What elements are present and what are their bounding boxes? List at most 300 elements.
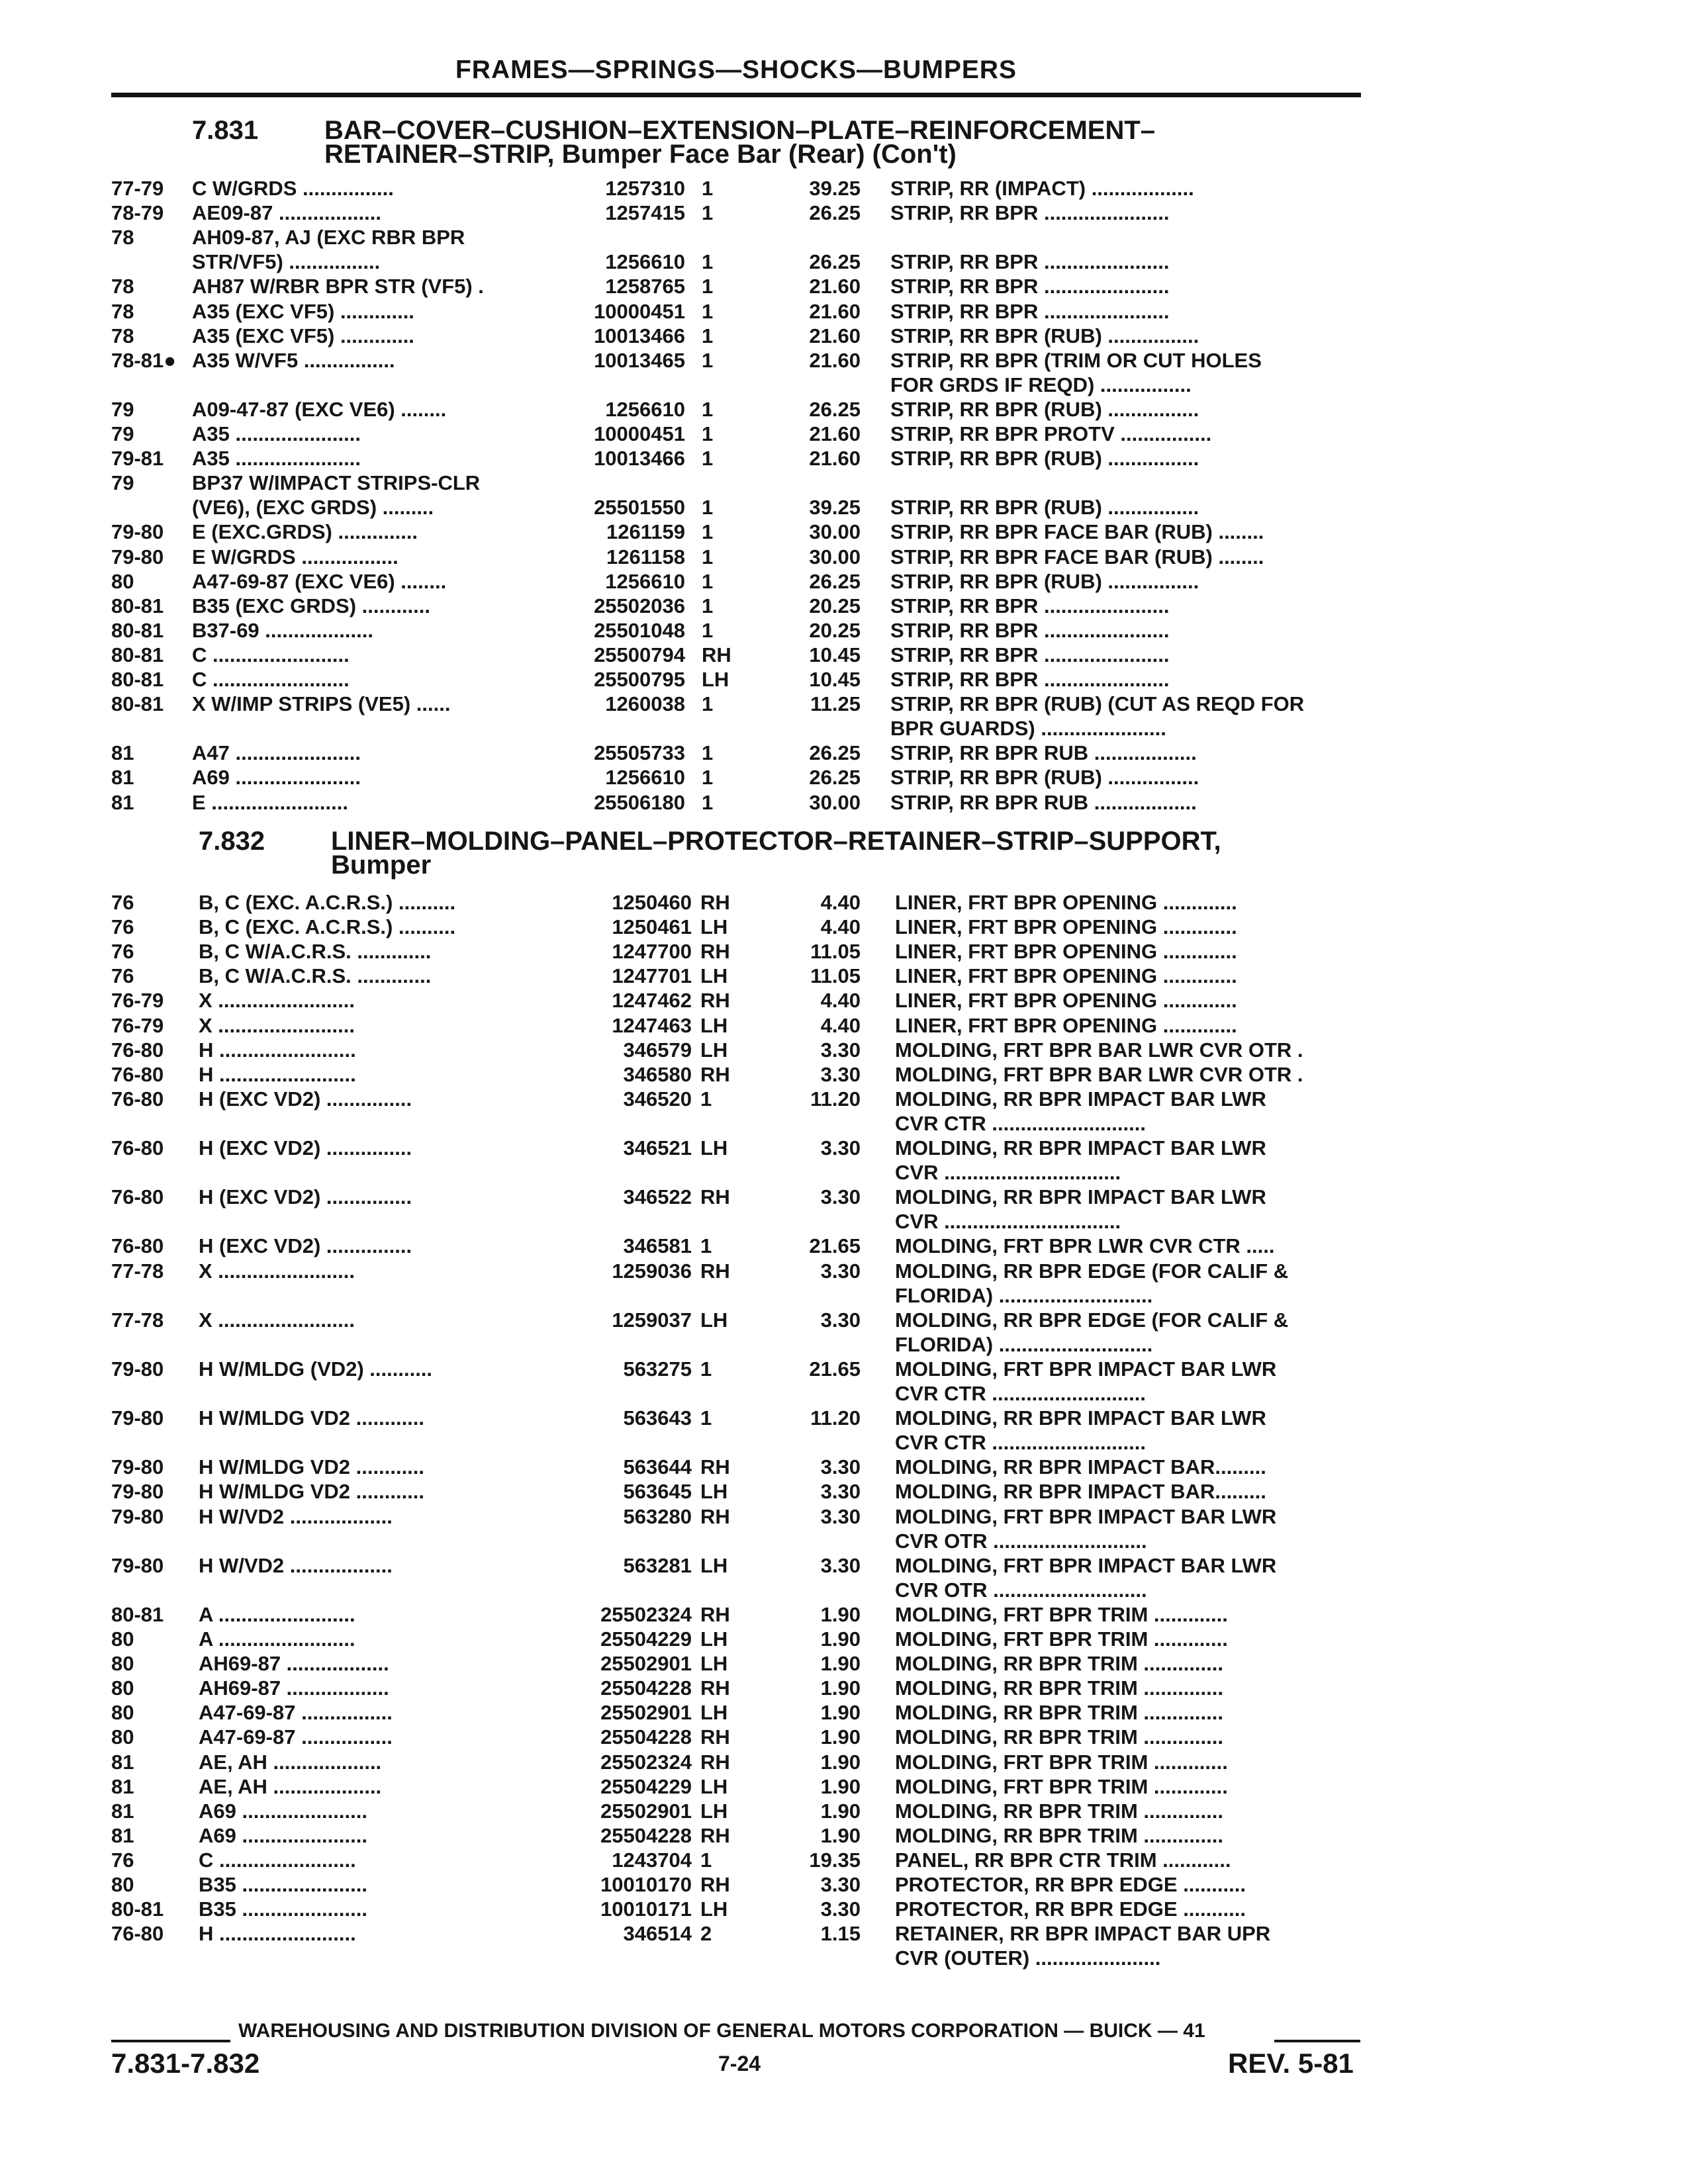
description-cell: MOLDING, FRT BPR IMPACT BAR LWR bbox=[895, 1504, 1277, 1528]
year-cell: 81 bbox=[111, 741, 134, 765]
quantity-cell: 1 bbox=[700, 1848, 712, 1872]
application-cell: B35 ...................... bbox=[199, 1873, 367, 1896]
price-cell: 1.90 bbox=[820, 1676, 861, 1700]
quantity-cell: 1 bbox=[702, 447, 714, 471]
description-cell: MOLDING, RR BPR IMPACT BAR......... bbox=[895, 1455, 1266, 1479]
application-cell: H ........................ bbox=[199, 1922, 356, 1946]
quantity-cell: LH bbox=[700, 1652, 728, 1676]
application-cell: C ........................ bbox=[199, 1848, 356, 1872]
year-cell: 79-80 bbox=[111, 1406, 164, 1430]
part-number-cell: 25502901 bbox=[600, 1652, 692, 1676]
description-cell: PROTECTOR, RR BPR EDGE ........... bbox=[895, 1897, 1246, 1921]
quantity-cell: 1 bbox=[702, 692, 714, 716]
year-cell: 77-78 bbox=[111, 1259, 164, 1283]
part-number-cell: 25502901 bbox=[600, 1701, 692, 1725]
application-cell: B, C (EXC. A.C.R.S.) .......... bbox=[199, 891, 456, 914]
description-cell: STRIP, RR BPR (RUB) ................ bbox=[890, 447, 1199, 471]
application-cell: A47-69-87 ................ bbox=[199, 1725, 393, 1749]
year-cell: 79-80 bbox=[111, 545, 164, 569]
page-title: FRAMES—SPRINGS—SHOCKS—BUMPERS bbox=[455, 56, 1017, 84]
part-number-cell: 563275 bbox=[623, 1357, 692, 1381]
part-number-cell: 25500794 bbox=[594, 643, 685, 666]
part-number-cell: 563280 bbox=[623, 1504, 692, 1528]
table-row bbox=[0, 1332, 1688, 1357]
part-number-cell: 25504229 bbox=[600, 1774, 692, 1798]
quantity-cell: 1 bbox=[702, 201, 714, 225]
description-cell: MOLDING, FRT BPR LWR CVR CTR ..... bbox=[895, 1234, 1275, 1258]
quantity-cell: 1 bbox=[702, 422, 714, 445]
year-cell: 81 bbox=[111, 790, 134, 814]
price-cell: 3.30 bbox=[820, 1259, 861, 1283]
quantity-cell: LH bbox=[700, 1897, 728, 1921]
price-cell: 11.20 bbox=[810, 1087, 861, 1111]
price-cell: 10.45 bbox=[809, 668, 861, 691]
description-cell: LINER, FRT BPR OPENING ............. bbox=[895, 940, 1237, 964]
description-cell: MOLDING, RR BPR TRIM .............. bbox=[895, 1725, 1223, 1749]
year-cell: 81 bbox=[111, 1799, 134, 1823]
year-cell: 76 bbox=[111, 1848, 134, 1872]
description-cell: CVR CTR ........................... bbox=[895, 1382, 1146, 1405]
table-row bbox=[0, 1234, 1688, 1258]
price-cell: 10.45 bbox=[809, 643, 861, 666]
part-number-cell: 1250460 bbox=[612, 891, 692, 914]
year-cell: 80 bbox=[111, 1873, 134, 1896]
part-number-cell: 25502324 bbox=[600, 1602, 692, 1626]
description-cell: MOLDING, RR BPR TRIM .............. bbox=[895, 1676, 1223, 1700]
description-cell: STRIP, RR BPR FACE BAR (RUB) ........ bbox=[890, 545, 1264, 569]
quantity-cell: 1 bbox=[702, 569, 714, 593]
description-cell: CVR CTR ........................... bbox=[895, 1431, 1146, 1455]
description-cell: MOLDING, FRT BPR TRIM ............. bbox=[895, 1627, 1228, 1651]
part-number-cell: 1250461 bbox=[612, 915, 692, 939]
quantity-cell: RH bbox=[700, 1504, 730, 1528]
price-cell: 3.30 bbox=[820, 1308, 861, 1332]
part-number-cell: 10013465 bbox=[594, 348, 685, 372]
description-cell: STRIP, RR (IMPACT) .................. bbox=[890, 177, 1194, 200]
table-row bbox=[0, 716, 1688, 741]
description-cell: CVR ............................... bbox=[895, 1161, 1121, 1185]
quantity-cell: 1 bbox=[702, 397, 714, 421]
section-number: 7.831 bbox=[192, 116, 259, 145]
table-row bbox=[0, 1921, 1688, 1946]
description-cell: STRIP, RR BPR PROTV ................ bbox=[890, 422, 1212, 445]
table-row bbox=[0, 1529, 1688, 1553]
price-cell: 4.40 bbox=[820, 989, 861, 1013]
description-cell: FLORIDA) ........................... bbox=[895, 1332, 1153, 1356]
part-number-cell: 25502036 bbox=[594, 594, 685, 617]
footer-rule-left bbox=[111, 2040, 230, 2042]
table-row bbox=[0, 1627, 1688, 1651]
application-cell: A35 W/VF5 ................ bbox=[192, 348, 395, 372]
application-cell: H W/VD2 .................. bbox=[199, 1504, 393, 1528]
year-cell: 80-81 bbox=[111, 618, 164, 642]
application-cell: E (EXC.GRDS) .............. bbox=[192, 520, 418, 544]
application-cell: X ........................ bbox=[199, 989, 355, 1013]
table-row bbox=[0, 495, 1688, 520]
description-cell: PANEL, RR BPR CTR TRIM ............ bbox=[895, 1848, 1231, 1872]
table-row bbox=[0, 1406, 1688, 1430]
quantity-cell: LH bbox=[700, 1013, 728, 1037]
application-cell: A47-69-87 (EXC VE6) ........ bbox=[192, 569, 447, 593]
quantity-cell: LH bbox=[700, 1136, 728, 1160]
table-row bbox=[0, 765, 1688, 790]
description-cell: MOLDING, FRT BPR IMPACT BAR LWR bbox=[895, 1357, 1277, 1381]
quantity-cell: 1 bbox=[700, 1406, 712, 1430]
table-row bbox=[0, 520, 1688, 544]
price-cell: 26.25 bbox=[809, 201, 861, 225]
year-cell: 78 bbox=[111, 324, 134, 347]
price-cell: 21.60 bbox=[809, 422, 861, 445]
description-cell: STRIP, RR BPR FACE BAR (RUB) ........ bbox=[890, 520, 1264, 544]
application-cell: B35 (EXC GRDS) ............ bbox=[192, 594, 431, 617]
price-cell: 21.60 bbox=[809, 348, 861, 372]
table-row bbox=[0, 1111, 1688, 1136]
price-cell: 1.90 bbox=[820, 1823, 861, 1847]
description-cell: LINER, FRT BPR OPENING ............. bbox=[895, 964, 1237, 988]
quantity-cell: 2 bbox=[700, 1922, 712, 1946]
table-row bbox=[0, 324, 1688, 348]
description-cell: FOR GRDS IF REQD) ................ bbox=[890, 373, 1192, 396]
part-number-cell: 10010170 bbox=[600, 1873, 692, 1896]
year-cell: 80 bbox=[111, 1676, 134, 1700]
table-row bbox=[0, 1700, 1688, 1725]
quantity-cell: RH bbox=[700, 891, 730, 914]
year-cell: 77-79 bbox=[111, 177, 164, 200]
description-cell: STRIP, RR BPR (RUB) ................ bbox=[890, 766, 1199, 790]
price-cell: 21.60 bbox=[809, 299, 861, 323]
quantity-cell: 1 bbox=[702, 790, 714, 814]
description-cell: STRIP, RR BPR ...................... bbox=[890, 201, 1170, 225]
quantity-cell: LH bbox=[700, 1480, 728, 1504]
table-row bbox=[0, 1578, 1688, 1602]
quantity-cell: RH bbox=[700, 1259, 730, 1283]
description-cell: MOLDING, RR BPR EDGE (FOR CALIF & bbox=[895, 1259, 1289, 1283]
table-row bbox=[0, 1087, 1688, 1111]
price-cell: 3.30 bbox=[820, 1553, 861, 1577]
year-cell: 76-80 bbox=[111, 1136, 164, 1160]
quantity-cell: LH bbox=[702, 668, 729, 691]
description-cell: CVR CTR ........................... bbox=[895, 1111, 1146, 1135]
application-cell: H (EXC VD2) ............... bbox=[199, 1234, 412, 1258]
application-cell: X ........................ bbox=[199, 1308, 355, 1332]
table-row bbox=[0, 545, 1688, 569]
table-row bbox=[0, 1848, 1688, 1872]
table-row bbox=[0, 569, 1688, 594]
part-number-cell: 346514 bbox=[623, 1922, 692, 1946]
description-cell: LINER, FRT BPR OPENING ............. bbox=[895, 915, 1237, 939]
quantity-cell: LH bbox=[700, 1553, 728, 1577]
year-cell: 79 bbox=[111, 422, 134, 445]
price-cell: 19.35 bbox=[809, 1848, 861, 1872]
year-cell: 79-81 bbox=[111, 447, 164, 471]
table-row bbox=[0, 225, 1688, 250]
part-number-cell: 1256610 bbox=[605, 569, 685, 593]
year-cell: 80 bbox=[111, 1627, 134, 1651]
application-cell: B, C W/A.C.R.S. ............. bbox=[199, 964, 432, 988]
part-number-cell: 10000451 bbox=[594, 422, 685, 445]
table-row bbox=[0, 790, 1688, 815]
part-number-cell: 1247463 bbox=[612, 1013, 692, 1037]
description-cell: MOLDING, FRT BPR TRIM ............. bbox=[895, 1602, 1228, 1626]
year-cell: 80 bbox=[111, 1725, 134, 1749]
price-cell: 1.15 bbox=[820, 1922, 861, 1946]
part-number-cell: 346581 bbox=[623, 1234, 692, 1258]
price-cell: 26.25 bbox=[809, 766, 861, 790]
description-cell: MOLDING, RR BPR IMPACT BAR LWR bbox=[895, 1087, 1266, 1111]
quantity-cell: 1 bbox=[702, 348, 714, 372]
price-cell: 4.40 bbox=[820, 915, 861, 939]
price-cell: 11.20 bbox=[810, 1406, 861, 1430]
part-number-cell: 25504228 bbox=[600, 1676, 692, 1700]
application-cell: X ........................ bbox=[199, 1259, 355, 1283]
application-cell: H W/MLDG (VD2) ........... bbox=[199, 1357, 433, 1381]
price-cell: 3.30 bbox=[820, 1504, 861, 1528]
table-row bbox=[0, 373, 1688, 397]
section-title-line2: Bumper bbox=[331, 850, 432, 880]
year-cell: 76-80 bbox=[111, 1087, 164, 1111]
part-number-cell: 10010171 bbox=[600, 1897, 692, 1921]
quantity-cell: 1 bbox=[700, 1234, 712, 1258]
part-number-cell: 25500795 bbox=[594, 668, 685, 691]
part-number-cell: 1247700 bbox=[612, 940, 692, 964]
application-cell: A69 ...................... bbox=[192, 766, 361, 790]
price-cell: 26.25 bbox=[809, 741, 861, 765]
description-cell: CVR (OUTER) ...................... bbox=[895, 1946, 1161, 1970]
quantity-cell: RH bbox=[700, 1725, 730, 1749]
table-row bbox=[0, 1308, 1688, 1332]
quantity-cell: RH bbox=[700, 1602, 730, 1626]
application-cell: A69 ...................... bbox=[199, 1799, 367, 1823]
description-cell: MOLDING, RR BPR IMPACT BAR......... bbox=[895, 1480, 1266, 1504]
description-cell: MOLDING, RR BPR TRIM .............. bbox=[895, 1701, 1223, 1725]
description-cell: STRIP, RR BPR ...................... bbox=[890, 275, 1170, 298]
year-cell: 76-80 bbox=[111, 1185, 164, 1209]
year-cell: 76-80 bbox=[111, 1922, 164, 1946]
quantity-cell: RH bbox=[700, 1750, 730, 1774]
description-cell: STRIP, RR BPR ...................... bbox=[890, 594, 1170, 617]
quantity-cell: 1 bbox=[702, 520, 714, 544]
description-cell: BPR GUARDS) ...................... bbox=[890, 717, 1166, 741]
year-cell: 76 bbox=[111, 940, 134, 964]
table-row bbox=[0, 250, 1688, 274]
year-cell: 76 bbox=[111, 891, 134, 914]
part-number-cell: 563643 bbox=[623, 1406, 692, 1430]
table-row bbox=[0, 643, 1688, 667]
year-cell: 78 bbox=[111, 299, 134, 323]
quantity-cell: RH bbox=[700, 940, 730, 964]
year-cell: 78 bbox=[111, 226, 134, 250]
quantity-cell: RH bbox=[700, 1873, 730, 1896]
application-cell: AE, AH ................... bbox=[199, 1750, 382, 1774]
table-row bbox=[0, 692, 1688, 716]
quantity-cell: LH bbox=[700, 1627, 728, 1651]
year-cell: 76-80 bbox=[111, 1038, 164, 1062]
year-cell: 81 bbox=[111, 1774, 134, 1798]
part-number-cell: 25502901 bbox=[600, 1799, 692, 1823]
application-cell: H W/MLDG VD2 ............ bbox=[199, 1455, 425, 1479]
application-cell: AH09-87, AJ (EXC RBR BPR bbox=[192, 226, 465, 250]
price-cell: 1.90 bbox=[820, 1725, 861, 1749]
price-cell: 21.65 bbox=[809, 1234, 861, 1258]
application-cell: E W/GRDS ................. bbox=[192, 545, 399, 569]
part-number-cell: 346521 bbox=[623, 1136, 692, 1160]
year-cell: 79-80 bbox=[111, 1455, 164, 1479]
table-row bbox=[0, 1185, 1688, 1209]
part-number-cell: 1256610 bbox=[605, 766, 685, 790]
section-title-line1: BAR–COVER–CUSHION–EXTENSION–PLATE–REINFORCEMENT– bbox=[324, 116, 1156, 145]
part-number-cell: 563645 bbox=[623, 1480, 692, 1504]
quantity-cell: 1 bbox=[702, 177, 714, 200]
application-cell: A ........................ bbox=[199, 1627, 355, 1651]
price-cell: 3.30 bbox=[820, 1185, 861, 1209]
section-number: 7.832 bbox=[199, 827, 265, 856]
application-cell: A69 ...................... bbox=[199, 1823, 367, 1847]
year-cell: 76-80 bbox=[111, 1234, 164, 1258]
description-cell: MOLDING, FRT BPR BAR LWR CVR OTR . bbox=[895, 1062, 1303, 1086]
table-row bbox=[0, 915, 1688, 939]
description-cell: STRIP, RR BPR ...................... bbox=[890, 299, 1170, 323]
table-row bbox=[0, 1013, 1688, 1038]
footer-rule-right bbox=[1274, 2040, 1360, 2042]
table-row bbox=[0, 299, 1688, 324]
quantity-cell: RH bbox=[700, 1062, 730, 1086]
application-cell: H W/MLDG VD2 ............ bbox=[199, 1480, 425, 1504]
part-number-cell: 25502324 bbox=[600, 1750, 692, 1774]
quantity-cell: LH bbox=[700, 1774, 728, 1798]
price-cell: 20.25 bbox=[809, 618, 861, 642]
quantity-cell: LH bbox=[700, 915, 728, 939]
year-cell: 80-81 bbox=[111, 643, 164, 666]
application-cell: C ........................ bbox=[192, 643, 350, 666]
description-cell: MOLDING, RR BPR TRIM .............. bbox=[895, 1823, 1223, 1847]
description-cell: RETAINER, RR BPR IMPACT BAR UPR bbox=[895, 1922, 1271, 1946]
part-number-cell: 1260038 bbox=[605, 692, 685, 716]
price-cell: 21.60 bbox=[809, 275, 861, 298]
year-cell: 80-81 bbox=[111, 594, 164, 617]
year-cell: 80 bbox=[111, 1652, 134, 1676]
year-cell: 80-81 bbox=[111, 692, 164, 716]
application-cell: B37-69 ................... bbox=[192, 618, 373, 642]
quantity-cell: LH bbox=[700, 1799, 728, 1823]
application-cell: H ........................ bbox=[199, 1038, 356, 1062]
application-cell: H (EXC VD2) ............... bbox=[199, 1185, 412, 1209]
year-cell: 79-80 bbox=[111, 1357, 164, 1381]
price-cell: 30.00 bbox=[809, 790, 861, 814]
part-number-cell: 1243704 bbox=[612, 1848, 692, 1872]
section-title-line1: LINER–MOLDING–PANEL–PROTECTOR–RETAINER–STRIP–SUPPORT, bbox=[331, 827, 1221, 856]
table-row bbox=[0, 1283, 1688, 1308]
quantity-cell: RH bbox=[700, 1455, 730, 1479]
description-cell: CVR ............................... bbox=[895, 1210, 1121, 1234]
description-cell: MOLDING, RR BPR IMPACT BAR LWR bbox=[895, 1185, 1266, 1209]
year-cell: 79 bbox=[111, 471, 134, 495]
quantity-cell: LH bbox=[700, 1038, 728, 1062]
application-cell: STR/VF5) ................ bbox=[192, 250, 381, 274]
application-cell: A ........................ bbox=[199, 1602, 355, 1626]
title-rule bbox=[111, 93, 1361, 97]
table-row bbox=[0, 939, 1688, 964]
part-number-cell: 25501048 bbox=[594, 618, 685, 642]
table-row bbox=[0, 1209, 1688, 1234]
quantity-cell: RH bbox=[700, 989, 730, 1013]
description-cell: CVR OTR ........................... bbox=[895, 1529, 1147, 1553]
application-cell: H W/VD2 .................. bbox=[199, 1553, 393, 1577]
quantity-cell: LH bbox=[700, 1701, 728, 1725]
year-cell: 78-81● bbox=[111, 348, 177, 372]
part-number-cell: 25504228 bbox=[600, 1823, 692, 1847]
quantity-cell: 1 bbox=[702, 545, 714, 569]
table-row bbox=[0, 1774, 1688, 1799]
price-cell: 1.90 bbox=[820, 1602, 861, 1626]
part-number-cell: 10013466 bbox=[594, 324, 685, 347]
year-cell: 80-81 bbox=[111, 1897, 164, 1921]
price-cell: 21.60 bbox=[809, 447, 861, 471]
quantity-cell: 1 bbox=[702, 496, 714, 520]
description-cell: MOLDING, RR BPR EDGE (FOR CALIF & bbox=[895, 1308, 1289, 1332]
price-cell: 26.25 bbox=[809, 250, 861, 274]
part-number-cell: 25505733 bbox=[594, 741, 685, 765]
quantity-cell: 1 bbox=[702, 594, 714, 617]
table-row bbox=[0, 1160, 1688, 1185]
part-number-cell: 346579 bbox=[623, 1038, 692, 1062]
table-row bbox=[0, 667, 1688, 692]
price-cell: 3.30 bbox=[820, 1038, 861, 1062]
part-number-cell: 1258765 bbox=[605, 275, 685, 298]
price-cell: 21.60 bbox=[809, 324, 861, 347]
table-row bbox=[0, 446, 1688, 471]
description-cell: LINER, FRT BPR OPENING ............. bbox=[895, 1013, 1237, 1037]
description-cell: MOLDING, RR BPR IMPACT BAR LWR bbox=[895, 1406, 1266, 1430]
application-cell: C W/GRDS ................ bbox=[192, 177, 394, 200]
application-cell: X ........................ bbox=[199, 1013, 355, 1037]
table-row bbox=[0, 422, 1688, 446]
part-number-cell: 25504228 bbox=[600, 1725, 692, 1749]
description-cell: MOLDING, FRT BPR BAR LWR CVR OTR . bbox=[895, 1038, 1303, 1062]
price-cell: 3.30 bbox=[820, 1897, 861, 1921]
price-cell: 3.30 bbox=[820, 1062, 861, 1086]
quantity-cell: 1 bbox=[702, 275, 714, 298]
description-cell: CVR OTR ........................... bbox=[895, 1578, 1147, 1602]
table-row bbox=[0, 1897, 1688, 1921]
part-number-cell: 25504229 bbox=[600, 1627, 692, 1651]
price-cell: 1.90 bbox=[820, 1627, 861, 1651]
part-number-cell: 346522 bbox=[623, 1185, 692, 1209]
table-row bbox=[0, 1823, 1688, 1848]
application-cell: X W/IMP STRIPS (VE5) ...... bbox=[192, 692, 451, 716]
price-cell: 1.90 bbox=[820, 1652, 861, 1676]
description-cell: STRIP, RR BPR ...................... bbox=[890, 250, 1170, 274]
footer-page-number: 7-24 bbox=[718, 2052, 761, 2075]
year-cell: 81 bbox=[111, 1823, 134, 1847]
price-cell: 30.00 bbox=[809, 520, 861, 544]
price-cell: 1.90 bbox=[820, 1799, 861, 1823]
description-cell: STRIP, RR BPR ...................... bbox=[890, 643, 1170, 666]
application-cell: AH87 W/RBR BPR STR (VF5) . bbox=[192, 275, 484, 298]
year-cell: 78 bbox=[111, 275, 134, 298]
description-cell: LINER, FRT BPR OPENING ............. bbox=[895, 989, 1237, 1013]
year-cell: 76 bbox=[111, 964, 134, 988]
application-cell: AH69-87 .................. bbox=[199, 1676, 389, 1700]
table-row bbox=[0, 1799, 1688, 1823]
price-cell: 11.25 bbox=[810, 692, 861, 716]
application-cell: H W/MLDG VD2 ............ bbox=[199, 1406, 425, 1430]
part-number-cell: 1259036 bbox=[612, 1259, 692, 1283]
table-row bbox=[0, 1725, 1688, 1749]
part-number-cell: 1257415 bbox=[605, 201, 685, 225]
application-cell: B, C (EXC. A.C.R.S.) .......... bbox=[199, 915, 456, 939]
price-cell: 39.25 bbox=[809, 177, 861, 200]
table-row bbox=[0, 1946, 1688, 1970]
